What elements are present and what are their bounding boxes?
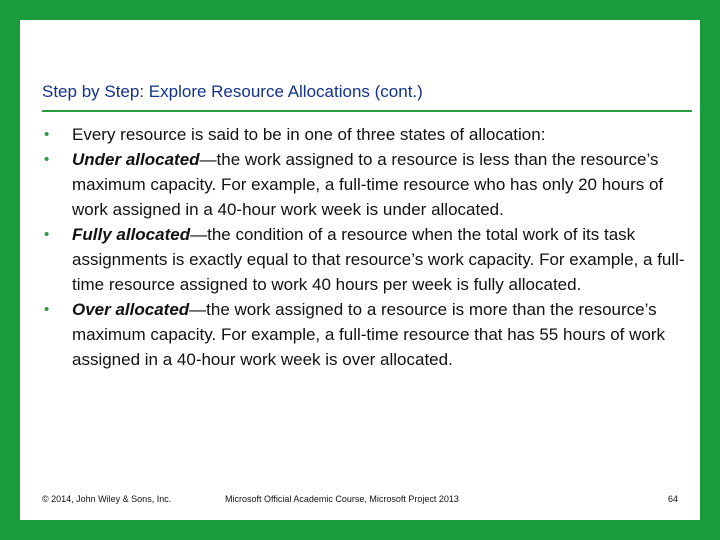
bullet-text: —the condition of a resource when the total work of its task assignments is exactly equal to that resource’s work capacity. For example, a full-time resource assigned to work 40 hours per week is fully allocated. — [72, 225, 685, 294]
bullet-text: —the work assigned to a resource is less than the resource’s maximum capacity. For example, a full-time resource who has only 20 hours of work assigned in a 40-hour work week is under allocated. — [72, 150, 664, 219]
bullet-item-fully-allocated — [30, 222, 690, 297]
term-over-allocated: Over allocated — [72, 300, 190, 319]
slide-title: Step by Step: Explore Resource Allocations (cont.) — [42, 82, 423, 101]
bullet-item-under-allocated — [30, 147, 690, 222]
term-under-allocated: Under allocated — [72, 150, 200, 169]
footer-course-name: Microsoft Official Academic Course, Microsoft Project 2013 — [225, 494, 459, 504]
bullet-text: —the work assigned to a resource is more than the resource’s maximum capacity. For example, a full-time resource that has 55 hours of work assigned in a 40-hour work week is over allocated. — [72, 300, 666, 369]
bullet-icon: • — [44, 301, 50, 318]
bullet-item-over-allocated — [30, 297, 690, 372]
bullet-icon: • — [44, 126, 50, 143]
title-divider — [42, 110, 692, 112]
bullet-item-intro — [30, 122, 690, 147]
bullet-icon: • — [44, 226, 50, 243]
page-number: 64 — [667, 494, 678, 504]
bullet-icon: • — [44, 151, 50, 168]
bullet-list — [30, 122, 690, 372]
footer-copyright: © 2014, John Wiley & Sons, Inc. — [42, 494, 172, 504]
bullet-text: Every resource is said to be in one of three states of allocation: — [72, 125, 546, 144]
term-fully-allocated: Fully allocated — [72, 225, 191, 244]
slide — [20, 20, 700, 520]
